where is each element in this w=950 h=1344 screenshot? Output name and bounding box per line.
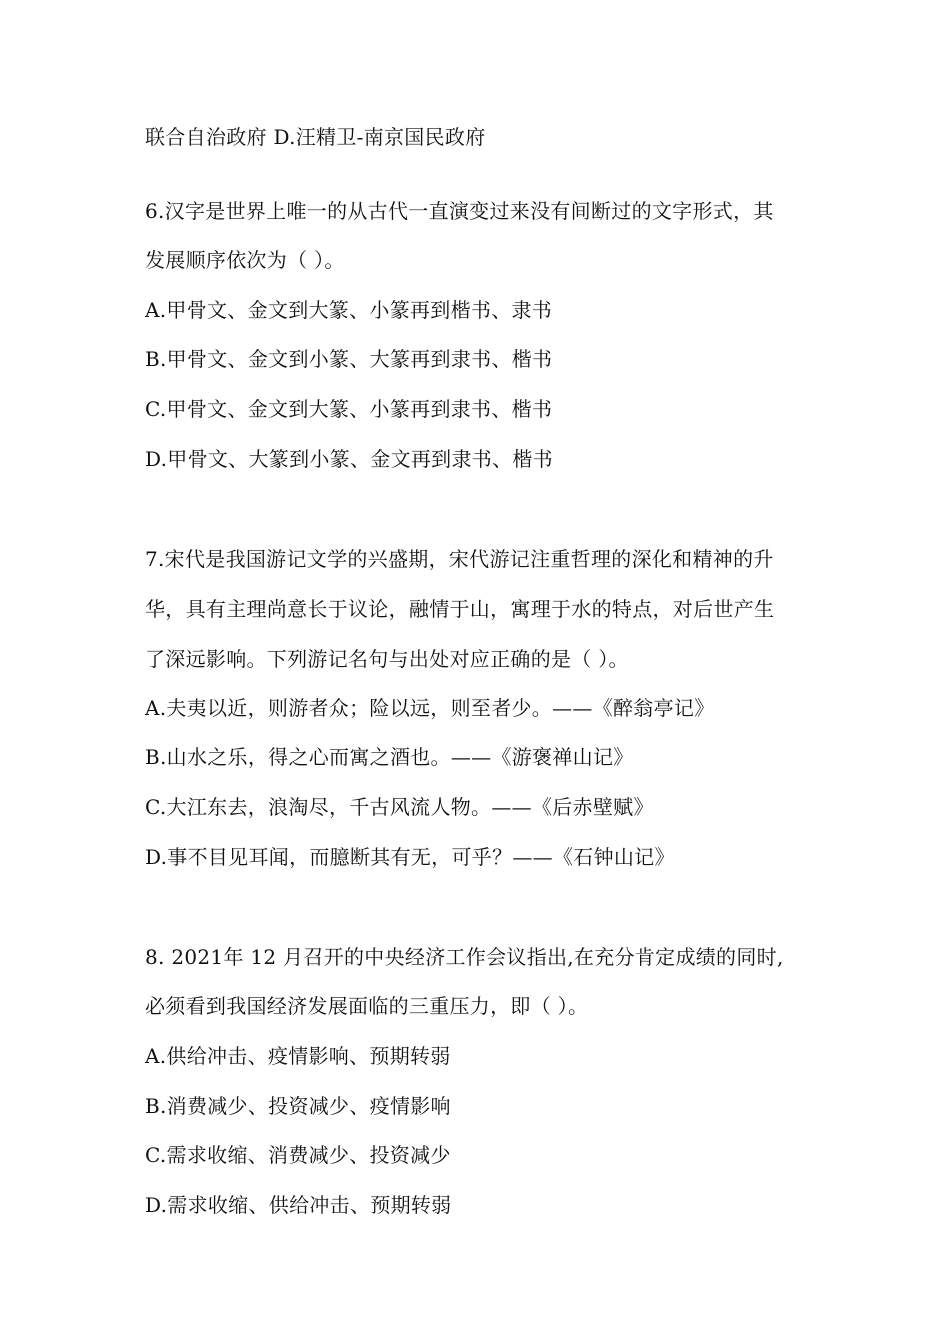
q6-option-a: A.甲骨文、金文到大篆、小篆再到楷书、隶书 <box>145 298 553 322</box>
q8-option-b: B.消费减少、投资减少、疫情影响 <box>145 1094 451 1118</box>
q7-option-a: A.夫夷以近，则游者众；险以远，则至者少。——《醉翁亭记》 <box>145 696 715 720</box>
q7-option-b: B.山水之乐，得之心而寓之酒也。——《游褒禅山记》 <box>145 745 634 769</box>
q6-option-b: B.甲骨文、金文到小篆、大篆再到隶书、楷书 <box>145 347 553 371</box>
q6-stem-line-2: 发展顺序依次为（ ）。 <box>145 248 345 272</box>
q7-option-d: D.事不目见耳闻，而臆断其有无，可乎？——《石钟山记》 <box>145 845 675 869</box>
q7-stem-line-3: 了深远影响。下列游记名句与出处对应正确的是（ ）。 <box>145 647 629 671</box>
q6-stem-line-1: 6.汉字是世界上唯一的从古代一直演变过来没有间断过的文字形式，其 <box>145 199 774 223</box>
q8-option-a: A.供给冲击、疫情影响、预期转弱 <box>145 1044 451 1068</box>
q6-option-d: D.甲骨文、大篆到小篆、金文再到隶书、楷书 <box>145 447 553 471</box>
q8-stem-line-1: 8. 2021年 12 月召开的中央经济工作会议指出,在充分肯定成绩的同时, <box>145 945 784 969</box>
q7-stem-line-1: 7.宋代是我国游记文学的兴盛期，宋代游记注重哲理的深化和精神的升 <box>145 547 774 571</box>
q7-stem-line-2: 华，具有主理尚意长于议论，融情于山，寓理于水的特点，对后世产生 <box>145 597 775 621</box>
q5-option-c-d-continuation: 联合自治政府 D.汪精卫-南京国民政府 <box>145 125 486 149</box>
q7-option-c: C.大江东去，浪淘尽，千古风流人物。——《后赤壁赋》 <box>145 795 654 819</box>
q8-stem-line-2: 必须看到我国经济发展面临的三重压力，即（ ）。 <box>145 994 589 1018</box>
q6-option-c: C.甲骨文、金文到大篆、小篆再到隶书、楷书 <box>145 397 553 421</box>
q8-option-c: C.需求收缩、消费减少、投资减少 <box>145 1143 451 1167</box>
q8-option-d: D.需求收缩、供给冲击、预期转弱 <box>145 1193 452 1217</box>
